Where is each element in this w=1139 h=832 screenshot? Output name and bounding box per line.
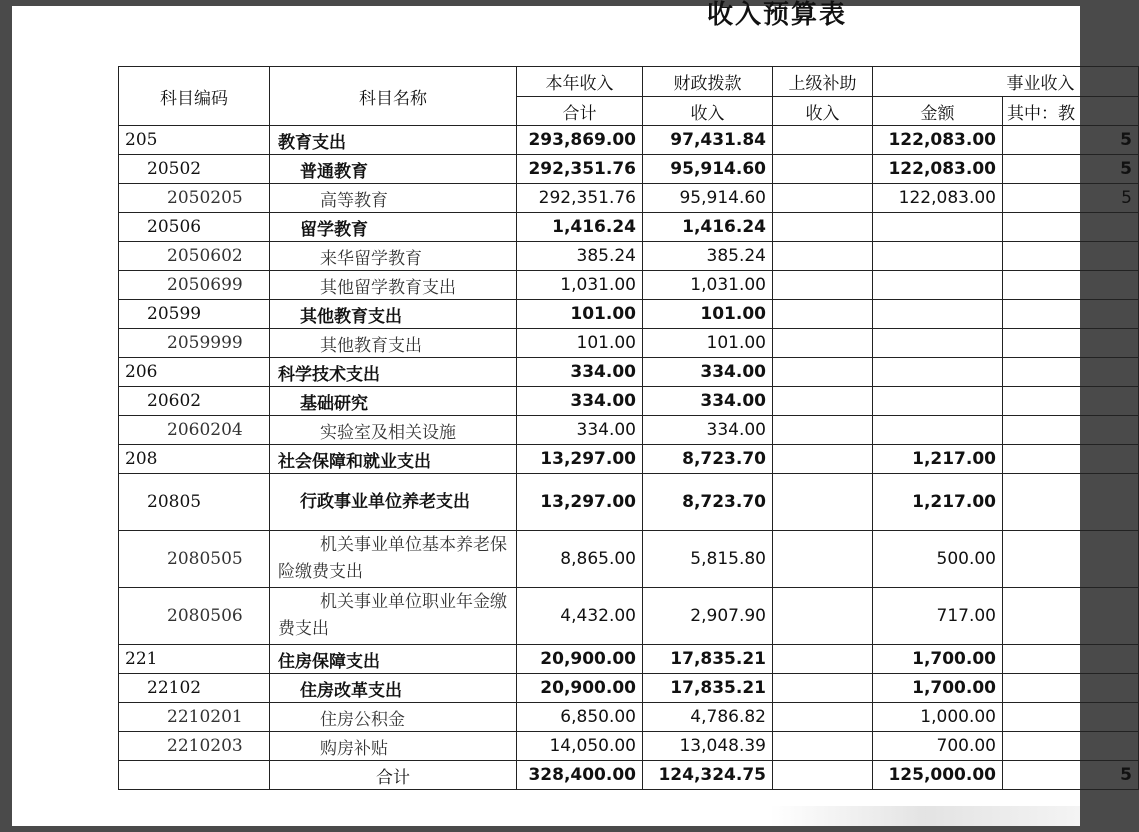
table-row — [119, 703, 1139, 732]
row-amount — [873, 213, 1003, 242]
row-subsidy — [773, 445, 873, 474]
row-amount — [873, 271, 1003, 300]
row-fiscal: 334.00 — [643, 358, 773, 387]
watermark-overlay — [770, 806, 1080, 826]
row-fiscal: 4,786.82 — [643, 703, 773, 732]
row-code: 20506 — [119, 213, 270, 242]
row-code: 20599 — [119, 300, 270, 329]
row-subsidy — [773, 155, 873, 184]
row-among: 5 — [1003, 126, 1139, 155]
row-fiscal: 95,914.60 — [643, 184, 773, 213]
row-total: 293,869.00 — [517, 126, 643, 155]
row-name: 住房保障支出 — [270, 645, 517, 674]
table-row — [119, 271, 1139, 300]
row-subsidy — [773, 674, 873, 703]
table-row — [119, 242, 1139, 271]
income-budget-table — [118, 66, 1139, 790]
row-among — [1003, 474, 1139, 531]
table-row — [119, 126, 1139, 155]
row-amount — [873, 329, 1003, 358]
row-fiscal: 334.00 — [643, 387, 773, 416]
row-code: 2080506 — [119, 588, 270, 645]
row-total: 20,900.00 — [517, 645, 643, 674]
row-among: 5 — [1003, 184, 1139, 213]
row-amount: 122,083.00 — [873, 155, 1003, 184]
row-subsidy — [773, 184, 873, 213]
row-code: 208 — [119, 445, 270, 474]
row-name: 科学技术支出 — [270, 358, 517, 387]
row-total: 1,416.24 — [517, 213, 643, 242]
table-row — [119, 474, 1139, 531]
table-row — [119, 213, 1139, 242]
table-row — [119, 155, 1139, 184]
row-amount: 1,000.00 — [873, 703, 1003, 732]
table-row — [119, 645, 1139, 674]
table-row — [119, 329, 1139, 358]
row-among — [1003, 674, 1139, 703]
row-total: 292,351.76 — [517, 184, 643, 213]
row-name: 机关事业单位职业年金缴费支出 — [270, 588, 517, 645]
row-amount — [873, 242, 1003, 271]
row-amount — [873, 300, 1003, 329]
row-name: 教育支出 — [270, 126, 517, 155]
row-total: 385.24 — [517, 242, 643, 271]
row-total: 4,432.00 — [517, 588, 643, 645]
row-code: 2050602 — [119, 242, 270, 271]
row-code: 221 — [119, 645, 270, 674]
row-code: 22102 — [119, 674, 270, 703]
row-amount: 1,700.00 — [873, 645, 1003, 674]
row-amount: 1,217.00 — [873, 445, 1003, 474]
row-amount: 122,083.00 — [873, 126, 1003, 155]
row-total: 20,900.00 — [517, 674, 643, 703]
row-total: 334.00 — [517, 358, 643, 387]
row-code: 2060204 — [119, 416, 270, 445]
row-total: 13,297.00 — [517, 445, 643, 474]
row-total: 13,297.00 — [517, 474, 643, 531]
total-fiscal: 124,324.75 — [643, 761, 773, 790]
row-total: 6,850.00 — [517, 703, 643, 732]
row-amount — [873, 416, 1003, 445]
row-fiscal: 1,031.00 — [643, 271, 773, 300]
row-among — [1003, 358, 1139, 387]
row-subsidy — [773, 588, 873, 645]
table-row — [119, 531, 1139, 588]
row-fiscal: 8,723.70 — [643, 445, 773, 474]
table-row — [119, 184, 1139, 213]
row-subsidy — [773, 703, 873, 732]
row-name: 机关事业单位基本养老保险缴费支出 — [270, 531, 517, 588]
row-name: 行政事业单位养老支出 — [270, 474, 517, 531]
row-name: 实验室及相关设施 — [270, 416, 517, 445]
total-total: 328,400.00 — [517, 761, 643, 790]
header-amount: 金额 — [873, 97, 1003, 126]
row-amount: 700.00 — [873, 732, 1003, 761]
header-subsidy-line2: 收入 — [773, 97, 873, 126]
row-subsidy — [773, 329, 873, 358]
row-amount: 122,083.00 — [873, 184, 1003, 213]
row-amount — [873, 358, 1003, 387]
table-row — [119, 445, 1139, 474]
row-fiscal: 101.00 — [643, 329, 773, 358]
row-among — [1003, 416, 1139, 445]
row-among — [1003, 588, 1139, 645]
row-amount: 500.00 — [873, 531, 1003, 588]
row-amount — [873, 387, 1003, 416]
row-code: 205 — [119, 126, 270, 155]
row-name: 其他留学教育支出 — [270, 271, 517, 300]
row-fiscal: 1,416.24 — [643, 213, 773, 242]
row-code: 20502 — [119, 155, 270, 184]
row-fiscal: 97,431.84 — [643, 126, 773, 155]
row-subsidy — [773, 416, 873, 445]
row-subsidy — [773, 126, 873, 155]
row-among — [1003, 645, 1139, 674]
row-code: 2080505 — [119, 531, 270, 588]
row-fiscal: 334.00 — [643, 416, 773, 445]
row-fiscal: 17,835.21 — [643, 645, 773, 674]
row-name: 其他教育支出 — [270, 300, 517, 329]
row-total: 101.00 — [517, 329, 643, 358]
row-fiscal: 2,907.90 — [643, 588, 773, 645]
row-code: 2059999 — [119, 329, 270, 358]
header-total-line1: 本年收入 — [517, 67, 643, 97]
header-fiscal-line1: 财政拨款 — [643, 67, 773, 97]
total-label: 合计 — [270, 761, 517, 790]
row-subsidy — [773, 358, 873, 387]
total-code-empty — [119, 761, 270, 790]
row-total: 14,050.00 — [517, 732, 643, 761]
row-subsidy — [773, 645, 873, 674]
row-total: 1,031.00 — [517, 271, 643, 300]
row-code: 2050205 — [119, 184, 270, 213]
row-subsidy — [773, 213, 873, 242]
row-code: 20602 — [119, 387, 270, 416]
row-among — [1003, 242, 1139, 271]
row-subsidy — [773, 300, 873, 329]
row-name: 购房补贴 — [270, 732, 517, 761]
row-code: 2210203 — [119, 732, 270, 761]
row-name: 住房公积金 — [270, 703, 517, 732]
total-row — [119, 761, 1139, 790]
table-row — [119, 588, 1139, 645]
row-code: 20805 — [119, 474, 270, 531]
row-among — [1003, 445, 1139, 474]
total-among: 5 — [1003, 761, 1139, 790]
header-business-income — [873, 67, 1139, 97]
row-code: 2210201 — [119, 703, 270, 732]
header-code: 科目编码 — [119, 67, 270, 126]
row-fiscal: 95,914.60 — [643, 155, 773, 184]
row-total: 334.00 — [517, 416, 643, 445]
row-among — [1003, 732, 1139, 761]
row-among — [1003, 300, 1139, 329]
row-subsidy — [773, 531, 873, 588]
table-row — [119, 300, 1139, 329]
row-name: 普通教育 — [270, 155, 517, 184]
row-fiscal: 8,723.70 — [643, 474, 773, 531]
row-amount: 1,217.00 — [873, 474, 1003, 531]
header-fiscal-line2: 收入 — [643, 97, 773, 126]
row-subsidy — [773, 387, 873, 416]
row-among — [1003, 531, 1139, 588]
table-row — [119, 674, 1139, 703]
row-amount: 1,700.00 — [873, 674, 1003, 703]
table-row — [119, 387, 1139, 416]
table-row — [119, 416, 1139, 445]
row-subsidy — [773, 271, 873, 300]
row-subsidy — [773, 474, 873, 531]
row-among — [1003, 329, 1139, 358]
row-name: 高等教育 — [270, 184, 517, 213]
header-business-label: 事业收入 — [1006, 74, 1075, 94]
row-total: 8,865.00 — [517, 531, 643, 588]
row-amount: 717.00 — [873, 588, 1003, 645]
row-name: 基础研究 — [270, 387, 517, 416]
total-subsidy — [773, 761, 873, 790]
row-total: 101.00 — [517, 300, 643, 329]
row-fiscal: 385.24 — [643, 242, 773, 271]
row-name: 住房改革支出 — [270, 674, 517, 703]
row-fiscal: 13,048.39 — [643, 732, 773, 761]
row-code: 2050699 — [119, 271, 270, 300]
row-fiscal: 5,815.80 — [643, 531, 773, 588]
row-among — [1003, 213, 1139, 242]
row-name: 留学教育 — [270, 213, 517, 242]
row-among — [1003, 703, 1139, 732]
header-name: 科目名称 — [270, 67, 517, 126]
header-total-line2: 合计 — [517, 97, 643, 126]
row-subsidy — [773, 242, 873, 271]
table-row — [119, 358, 1139, 387]
total-amount: 125,000.00 — [873, 761, 1003, 790]
row-subsidy — [773, 732, 873, 761]
document-page — [12, 0, 1132, 826]
row-code: 206 — [119, 358, 270, 387]
row-fiscal: 101.00 — [643, 300, 773, 329]
page-title: 收入预算表 — [707, 0, 848, 30]
row-name: 社会保障和就业支出 — [270, 445, 517, 474]
row-among — [1003, 387, 1139, 416]
row-fiscal: 17,835.21 — [643, 674, 773, 703]
row-among: 5 — [1003, 155, 1139, 184]
header-among: 其中：教 — [1003, 97, 1139, 126]
row-name: 其他教育支出 — [270, 329, 517, 358]
table-row — [119, 732, 1139, 761]
row-total: 334.00 — [517, 387, 643, 416]
row-total: 292,351.76 — [517, 155, 643, 184]
row-among — [1003, 271, 1139, 300]
header-subsidy-line1: 上级补助 — [773, 67, 873, 97]
row-name: 来华留学教育 — [270, 242, 517, 271]
